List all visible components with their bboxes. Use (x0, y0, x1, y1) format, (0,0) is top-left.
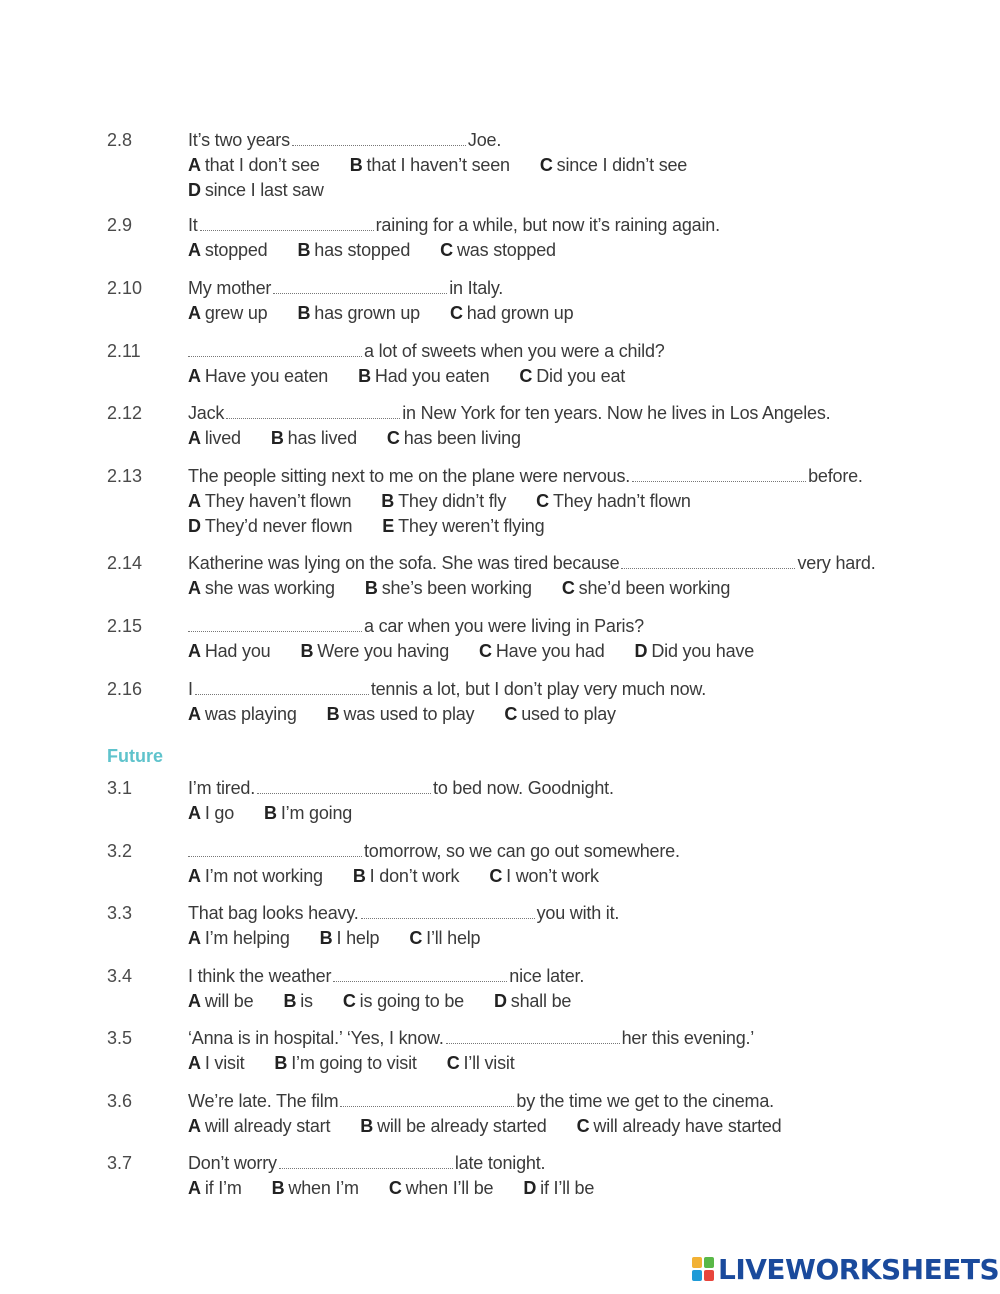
option-letter: C (386, 428, 400, 448)
option-c[interactable] (519, 364, 625, 389)
option-text: shall be (510, 991, 572, 1011)
option-text: They hadn’t flown (552, 491, 691, 511)
question-stem (188, 339, 988, 364)
question-body (188, 551, 988, 601)
option-text: I go (204, 803, 235, 823)
option-text: They’d never flown (204, 516, 353, 536)
option-c[interactable] (409, 926, 480, 951)
option-b[interactable] (327, 702, 475, 727)
option-b[interactable] (264, 801, 352, 826)
option-b[interactable] (353, 864, 459, 889)
option-letter: C (536, 491, 549, 511)
option-text: since I last saw (204, 180, 324, 200)
question-body (188, 677, 988, 727)
option-text: Were you having (317, 641, 450, 661)
option-letter: A (188, 641, 201, 661)
stem-after-text: Joe. (467, 130, 502, 150)
option-text: has been living (403, 428, 521, 448)
option-letter: B (283, 991, 297, 1011)
option-letter: A (188, 155, 201, 175)
option-letter: D (188, 180, 201, 200)
option-text: has grown up (314, 303, 420, 323)
option-c[interactable] (489, 864, 598, 889)
question-body (188, 1026, 988, 1076)
stem-before-text: My mother (188, 278, 272, 298)
option-text: when I’m (288, 1178, 359, 1198)
option-letter: D (493, 991, 507, 1011)
option-letter: D (523, 1178, 537, 1198)
options-row (188, 426, 988, 451)
question-body (188, 276, 988, 326)
option-text: used to play (521, 704, 616, 724)
stem-after-text: late tonight. (454, 1153, 546, 1173)
stem-before-text: That bag looks heavy. (188, 903, 359, 923)
option-b[interactable] (283, 989, 312, 1014)
option-text: Had you eaten (374, 366, 490, 386)
section-heading-future: Future (107, 746, 163, 766)
option-text: if I’ll be (540, 1178, 595, 1198)
question-stem (188, 614, 988, 639)
answer-blank[interactable] (188, 842, 362, 857)
option-text: I’ll visit (463, 1053, 515, 1073)
question-stem (188, 213, 988, 238)
option-c[interactable] (389, 1176, 493, 1201)
option-text: stopped (204, 240, 268, 260)
logo-square-1 (692, 1257, 702, 1268)
answer-blank[interactable] (257, 779, 431, 794)
option-d[interactable] (188, 514, 352, 539)
answer-blank[interactable] (632, 467, 806, 482)
logo-square-2 (704, 1257, 714, 1268)
option-a[interactable] (188, 301, 267, 326)
question-body (188, 464, 988, 539)
option-c[interactable] (387, 426, 521, 451)
option-letter: A (188, 866, 201, 886)
option-a[interactable] (188, 153, 320, 178)
question-number: 3.5 (107, 1028, 133, 1048)
question-stem (188, 1026, 988, 1051)
option-letter: A (188, 578, 201, 598)
option-letter: B (297, 303, 311, 323)
option-letter: A (188, 366, 201, 386)
option-b[interactable] (358, 364, 489, 389)
option-text: was used to play (343, 704, 475, 724)
option-letter: A (188, 991, 201, 1011)
option-letter: C (576, 1116, 590, 1136)
option-text: I’m going (280, 803, 353, 823)
question-body (188, 128, 988, 203)
option-letter: C (539, 155, 553, 175)
option-letter: C (479, 641, 492, 661)
options-row (188, 989, 988, 1014)
question-body (188, 776, 988, 826)
question-number: 2.8 (107, 130, 133, 150)
option-letter: D (634, 641, 648, 661)
option-letter: A (188, 428, 201, 448)
stem-before-text: Jack (188, 403, 225, 423)
option-text: I visit (204, 1053, 245, 1073)
question-stem (188, 1089, 988, 1114)
option-text: since I didn’t see (556, 155, 688, 175)
question-number: 2.13 (107, 466, 143, 486)
options-row (188, 1051, 988, 1076)
stem-after-text: to bed now. Goodnight. (433, 778, 614, 798)
option-a[interactable] (188, 489, 351, 514)
option-letter: C (440, 240, 453, 260)
option-text: They haven’t flown (204, 491, 352, 511)
option-b[interactable] (350, 153, 510, 178)
option-text: I’m helping (204, 928, 290, 948)
option-d[interactable] (523, 1176, 594, 1201)
option-b[interactable] (271, 426, 357, 451)
options-row (188, 489, 988, 514)
question-body (188, 339, 988, 389)
option-c[interactable] (343, 989, 464, 1014)
option-text: will already start (204, 1116, 331, 1136)
options-row (188, 238, 988, 263)
option-text: grew up (204, 303, 268, 323)
stem-before-text: ‘Anna is in hospital.’ ‘Yes, I know. (188, 1028, 444, 1048)
option-a[interactable] (188, 926, 290, 951)
option-b[interactable] (360, 1114, 546, 1139)
option-letter: A (188, 1053, 201, 1073)
option-letter: B (270, 428, 284, 448)
question-body (188, 964, 988, 1014)
option-a[interactable] (188, 576, 335, 601)
option-a[interactable] (188, 989, 253, 1014)
option-text: was stopped (456, 240, 556, 260)
option-c[interactable] (440, 238, 556, 263)
stem-after-text: before. (808, 466, 863, 486)
option-letter: B (326, 704, 340, 724)
answer-blank[interactable] (279, 1154, 453, 1169)
stem-before-text: Don’t worry (188, 1153, 277, 1173)
option-a[interactable] (188, 1114, 330, 1139)
option-text: I’m going to visit (291, 1053, 417, 1073)
question-number: 2.16 (107, 679, 143, 699)
option-text: I’ll help (426, 928, 481, 948)
question-stem (188, 276, 988, 301)
option-b[interactable] (272, 1176, 359, 1201)
option-letter: B (274, 1053, 288, 1073)
option-text: if I’m (204, 1178, 242, 1198)
stem-after-text: you with it. (536, 903, 620, 923)
stem-before-text: It’s two years (188, 130, 290, 150)
answer-blank[interactable] (333, 967, 507, 982)
option-letter: A (188, 928, 201, 948)
answer-blank[interactable] (226, 404, 400, 419)
option-text: Have you had (495, 641, 605, 661)
option-text: lived (204, 428, 241, 448)
question-stem (188, 128, 988, 153)
option-text: she’s been working (381, 578, 532, 598)
question-body (188, 401, 988, 451)
question-stem (188, 901, 988, 926)
option-d[interactable] (188, 178, 324, 203)
options-row (188, 514, 988, 539)
option-text: They weren’t flying (398, 516, 545, 536)
options-row (188, 864, 988, 889)
question-stem (188, 1151, 988, 1176)
option-letter: C (489, 866, 503, 886)
option-text: was playing (204, 704, 297, 724)
option-text: Did you have (651, 641, 755, 661)
options-row (188, 1176, 988, 1201)
options-row (188, 926, 988, 951)
options-row (188, 1114, 988, 1139)
option-letter: A (188, 303, 201, 323)
stem-before-text: Katherine was lying on the sofa. She was tired because (188, 553, 620, 573)
option-text: I don’t work (369, 866, 460, 886)
question-number: 3.6 (107, 1091, 133, 1111)
option-letter: B (297, 240, 311, 260)
option-a[interactable] (188, 702, 297, 727)
stem-before-text: I think the weather (188, 966, 332, 986)
liveworksheets-logo (692, 1254, 999, 1284)
stem-before-text: We’re late. The film (188, 1091, 339, 1111)
question-stem (188, 839, 988, 864)
option-letter: C (519, 366, 533, 386)
option-letter: A (188, 803, 201, 823)
option-text: will be already started (377, 1116, 547, 1136)
option-c[interactable] (504, 702, 615, 727)
question-number: 3.4 (107, 966, 133, 986)
option-text: Have you eaten (204, 366, 329, 386)
logo-square-4 (704, 1270, 714, 1281)
options-row (188, 702, 988, 727)
options-row (188, 153, 988, 178)
stem-after-text: her this evening.’ (621, 1028, 755, 1048)
option-letter: A (188, 240, 201, 260)
option-letter: B (381, 491, 395, 511)
stem-before-text: I’m tired. (188, 778, 256, 798)
question-number: 2.12 (107, 403, 143, 423)
question-body (188, 213, 988, 263)
stem-after-text: a car when you were living in Paris? (364, 616, 644, 636)
question-number: 3.3 (107, 903, 133, 923)
question-stem (188, 464, 988, 489)
option-text: she was working (204, 578, 335, 598)
option-c[interactable] (540, 153, 687, 178)
answer-blank[interactable] (446, 1029, 620, 1044)
question-number: 2.11 (107, 341, 141, 361)
question-number: 2.15 (107, 616, 143, 636)
question-stem (188, 964, 988, 989)
answer-blank[interactable] (195, 680, 369, 695)
stem-after-text: very hard. (797, 553, 876, 573)
stem-after-text: in Italy. (449, 278, 504, 298)
option-text: she’d been working (578, 578, 731, 598)
answer-blank[interactable] (361, 904, 535, 919)
option-letter: C (504, 704, 518, 724)
options-row (188, 576, 988, 601)
answer-blank[interactable] (292, 131, 466, 146)
question-body (188, 901, 988, 951)
question-body (188, 1151, 988, 1201)
answer-blank[interactable] (200, 216, 374, 231)
question-stem (188, 677, 988, 702)
stem-after-text: in New York for ten years. Now he lives in Los Angeles. (402, 403, 831, 423)
option-text: I help (336, 928, 380, 948)
question-number: 2.10 (107, 278, 143, 298)
option-a[interactable] (188, 1176, 242, 1201)
option-letter: B (364, 578, 378, 598)
option-c[interactable] (536, 489, 691, 514)
answer-blank[interactable] (188, 342, 362, 357)
stem-after-text: nice later. (509, 966, 585, 986)
option-text: I won’t work (506, 866, 599, 886)
option-letter: B (319, 928, 333, 948)
option-c[interactable] (479, 639, 605, 664)
logo-mark-icon (692, 1257, 714, 1281)
option-text: has stopped (314, 240, 411, 260)
logo-square-3 (692, 1270, 702, 1281)
option-letter: B (358, 366, 371, 386)
question-stem (188, 551, 988, 576)
option-letter: C (409, 928, 423, 948)
option-letter: C (388, 1178, 402, 1198)
option-a[interactable] (188, 426, 241, 451)
option-text: will already have started (593, 1116, 782, 1136)
logo-text: LIVEWORKSHEETS (718, 1252, 1000, 1286)
question-stem (188, 401, 988, 426)
option-text: that I haven’t seen (366, 155, 510, 175)
options-row (188, 178, 988, 203)
option-a[interactable] (188, 801, 234, 826)
options-row (188, 301, 988, 326)
question-body (188, 614, 988, 664)
option-b[interactable] (297, 238, 410, 263)
option-c[interactable] (450, 301, 574, 326)
stem-before-text: The people sitting next to me on the plane were nervous. (188, 466, 631, 486)
option-letter: E (382, 516, 395, 536)
option-letter: A (188, 491, 201, 511)
stem-after-text: a lot of sweets when you were a child? (364, 341, 665, 361)
option-letter: C (449, 303, 463, 323)
option-text: They didn’t fly (398, 491, 507, 511)
stem-after-text: by the time we get to the cinema. (516, 1091, 774, 1111)
option-text: I’m not working (204, 866, 323, 886)
option-b[interactable] (274, 1051, 416, 1076)
option-b[interactable] (297, 301, 419, 326)
option-text: had grown up (466, 303, 574, 323)
option-d[interactable] (635, 639, 754, 664)
option-b[interactable] (381, 489, 506, 514)
option-text: is (300, 991, 313, 1011)
options-row (188, 364, 988, 389)
option-text: will be (204, 991, 254, 1011)
option-a[interactable] (188, 1051, 244, 1076)
option-letter: C (561, 578, 575, 598)
answer-blank[interactable] (188, 617, 362, 632)
option-letter: A (188, 1116, 201, 1136)
option-a[interactable] (188, 364, 328, 389)
question-number: 3.7 (107, 1153, 133, 1173)
option-letter: D (188, 516, 201, 536)
option-letter: B (349, 155, 363, 175)
option-c[interactable] (562, 576, 730, 601)
stem-after-text: tennis a lot, but I don’t play very much now. (370, 679, 707, 699)
option-text: when I’ll be (405, 1178, 494, 1198)
stem-after-text: raining for a while, but now it’s raining again. (375, 215, 720, 235)
option-letter: B (360, 1116, 374, 1136)
option-e[interactable] (382, 514, 544, 539)
answer-blank[interactable] (340, 1092, 514, 1107)
option-c[interactable] (447, 1051, 515, 1076)
option-letter: A (188, 704, 201, 724)
option-a[interactable] (188, 639, 270, 664)
option-letter: B (352, 866, 366, 886)
question-number: 3.2 (107, 841, 133, 861)
option-text: has lived (287, 428, 357, 448)
option-text: is going to be (359, 991, 464, 1011)
option-text: that I don’t see (204, 155, 320, 175)
answer-blank[interactable] (273, 279, 447, 294)
options-row (188, 801, 988, 826)
option-b[interactable] (365, 576, 532, 601)
answer-blank[interactable] (621, 554, 795, 569)
question-body (188, 839, 988, 889)
option-a[interactable] (188, 238, 267, 263)
options-row (188, 639, 988, 664)
question-body (188, 1089, 988, 1139)
option-a[interactable] (188, 864, 323, 889)
option-text: Did you eat (536, 366, 626, 386)
question-number: 2.14 (107, 553, 143, 573)
option-letter: B (271, 1178, 285, 1198)
stem-after-text: tomorrow, so we can go out somewhere. (364, 841, 680, 861)
option-c[interactable] (577, 1114, 782, 1139)
question-number: 3.1 (107, 778, 133, 798)
question-stem (188, 776, 988, 801)
option-letter: C (446, 1053, 460, 1073)
option-d[interactable] (494, 989, 571, 1014)
option-letter: A (188, 1178, 201, 1198)
option-letter: B (300, 641, 314, 661)
stem-before-text: It (188, 215, 198, 235)
stem-before-text: I (188, 679, 193, 699)
question-number: 2.9 (107, 215, 133, 235)
option-letter: B (264, 803, 277, 823)
option-text: Had you (204, 641, 271, 661)
option-letter: C (342, 991, 356, 1011)
option-b[interactable] (300, 639, 449, 664)
option-b[interactable] (320, 926, 380, 951)
